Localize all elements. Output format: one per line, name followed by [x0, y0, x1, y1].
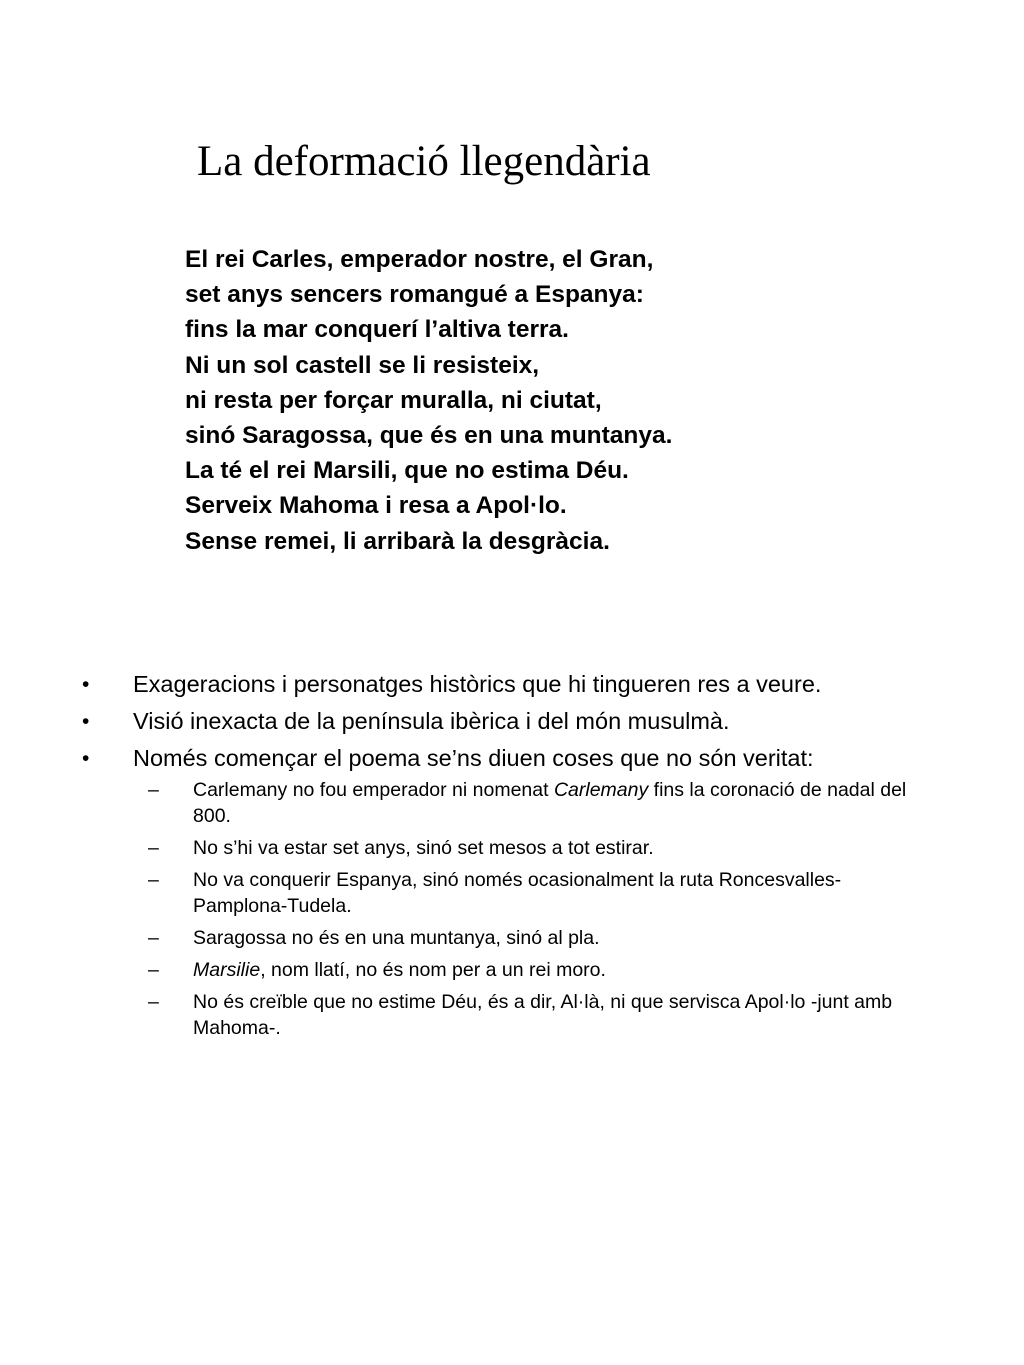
sub-bullet-text: No va conquerir Espanya, sinó només ocasionalment la ruta Roncesvalles-Pamplona-Tudela.	[193, 869, 842, 917]
bullet-text: Exageracions i personatges històrics que hi tingueren res a veure.	[133, 671, 822, 697]
sub-bullet-item	[80, 867, 913, 919]
poem-line: Ni un sol castell se li resisteix,	[185, 351, 540, 379]
sub-bullet-item	[80, 777, 913, 829]
sub-bullet-item	[80, 989, 913, 1041]
poem-line: sinó Saragossa, que és en una muntanya.	[185, 422, 673, 450]
dash-icon: –	[148, 779, 159, 801]
sub-bullet-italic: Marsilie	[193, 959, 261, 981]
bullet-icon: •	[82, 673, 90, 696]
bullet-item	[80, 666, 960, 703]
bullet-icon: •	[82, 747, 90, 770]
poem-line: Sense remei, li arribarà la desgràcia.	[185, 527, 610, 555]
bullet-text: Només començar el poema se’ns diuen coses que no són veritat:	[133, 745, 814, 771]
poem-line: set anys sencers romangué a Espanya:	[185, 281, 644, 309]
sub-bullet-text: fins la coronació de nadal del 800.	[193, 779, 907, 827]
dash-icon: –	[148, 837, 159, 859]
poem-line: El rei Carles, emperador nostre, el Gran,	[185, 246, 654, 273]
page-title: La deformació llegendària	[197, 138, 651, 185]
dash-icon: –	[148, 991, 159, 1013]
sub-bullet-text: No és creïble que no estime Déu, és a dir, Al·là, ni que servisca Apol·lo -junt amb Mahoma-.	[193, 991, 893, 1039]
bullet-item	[80, 740, 960, 777]
poem-line: ni resta per forçar muralla, ni ciutat,	[185, 386, 602, 414]
sub-bullet-item	[80, 925, 913, 951]
bullet-text: Visió inexacta de la península ibèrica i del món musulmà.	[133, 708, 730, 734]
sub-bullet-group	[80, 777, 960, 1041]
sub-bullet-item	[80, 835, 913, 861]
bullet-item	[80, 703, 960, 740]
dash-icon: –	[148, 959, 159, 981]
dash-icon: –	[148, 869, 159, 891]
sub-bullet-text: Carlemany no fou emperador ni nomenat	[193, 779, 554, 801]
bullet-list	[80, 666, 960, 1047]
sub-bullet-item	[80, 957, 913, 983]
poem-line: fins la mar conquerí l’altiva terra.	[185, 316, 569, 344]
sub-bullet-text: Saragossa no és en una muntanya, sinó al pla.	[193, 927, 600, 949]
sub-bullet-list	[80, 777, 960, 1041]
dash-icon: –	[148, 927, 159, 949]
sub-bullet-text: , nom llatí, no és nom per a un rei moro.	[260, 959, 606, 981]
poem-quote	[185, 242, 672, 559]
sub-bullet-text: No s’hi va estar set anys, sinó set mesos a tot estirar.	[193, 837, 654, 859]
sub-bullet-italic: Carlemany	[553, 779, 649, 801]
poem-line: La té el rei Marsili, que no estima Déu.	[185, 457, 629, 485]
bullet-icon: •	[82, 710, 90, 733]
poem-line: Serveix Mahoma i resa a Apol·lo.	[185, 492, 567, 520]
